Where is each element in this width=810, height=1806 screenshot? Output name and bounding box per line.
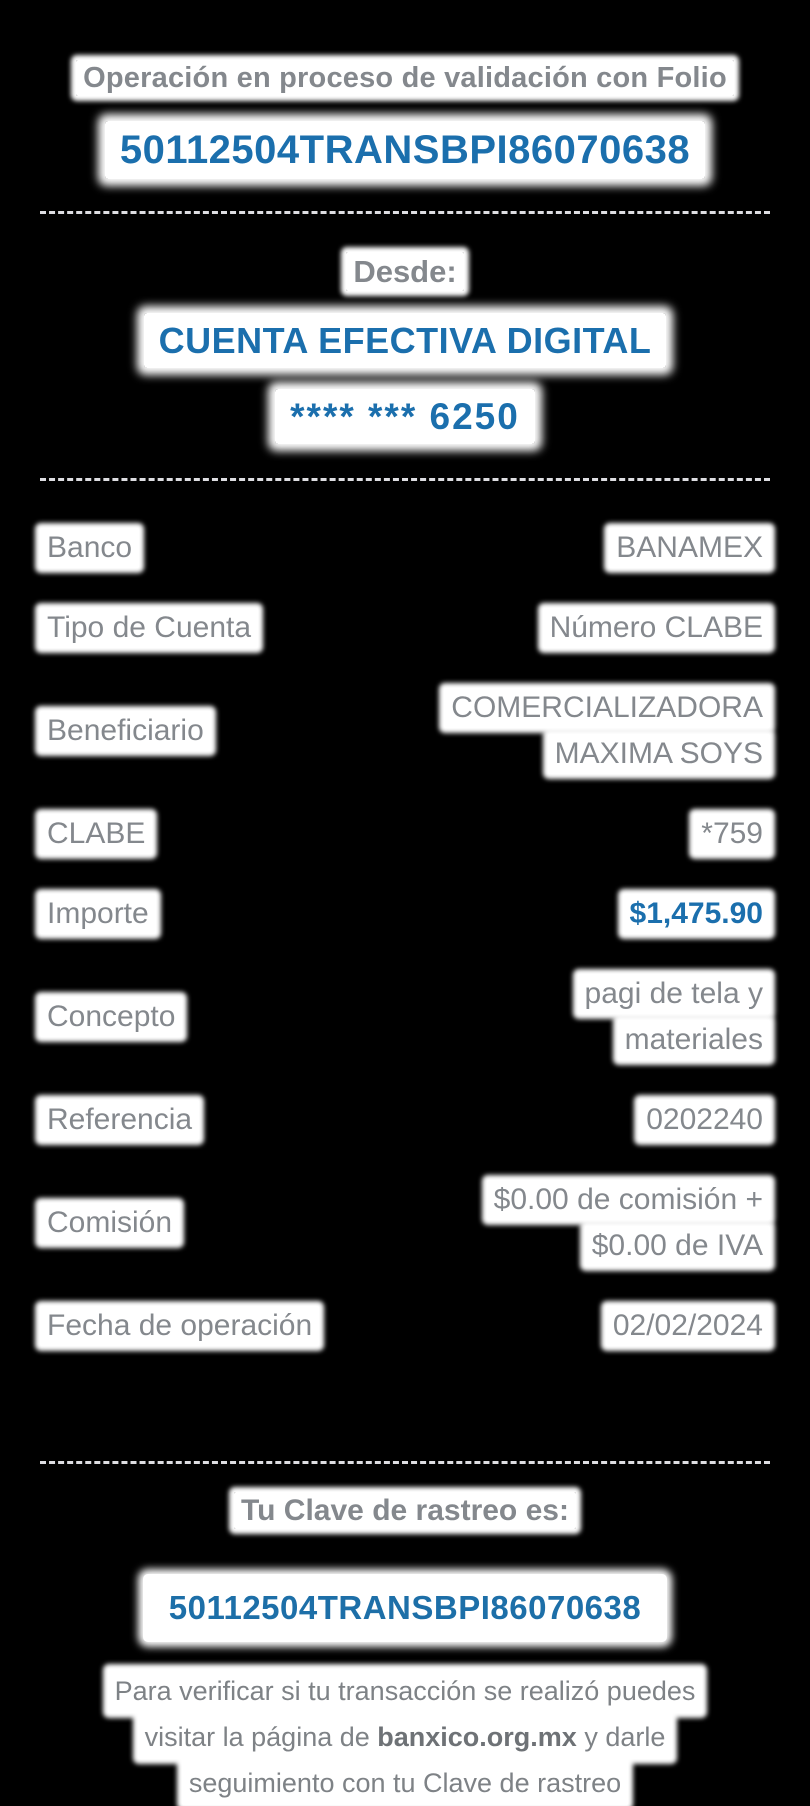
detail-row [40,891,770,937]
detail-row [40,811,770,857]
detail-value [487,1177,770,1269]
folio-header [40,128,770,173]
detail-value-line: Número CLABE [543,608,770,648]
folio-number: 50112504TRANSBPI86070638 [105,121,705,179]
detail-row [40,1097,770,1143]
detail-label: Comisión [40,1203,179,1243]
detail-value [444,685,770,777]
from-account [40,320,770,362]
detail-value [694,811,770,857]
tracking-title-text: Tu Clave de rastreo es: [234,1492,576,1529]
detail-label: Referencia [40,1100,199,1140]
detail-value [623,891,770,937]
detail-value-line: pagi de tela y [578,974,770,1014]
detail-label: Concepto [40,997,182,1037]
detail-value-line: $0.00 de IVA [585,1226,770,1266]
detail-label: CLABE [40,814,152,854]
tracking-key-box [40,1574,770,1642]
detail-label: Fecha de operación [40,1306,319,1346]
status-header [40,58,770,98]
banxico-link: banxico.org.mx [377,1722,577,1752]
detail-value [543,605,770,651]
detail-value-line: 02/02/2024 [606,1306,770,1346]
detail-value-line: *759 [694,814,770,854]
account-name: CUENTA EFECTIVA DIGITAL [144,313,667,368]
from-account-mask [40,396,770,438]
tracking-key: 50112504TRANSBPI86070638 [143,1574,668,1642]
detail-value-line: 0202240 [639,1100,770,1140]
divider-bottom [40,1461,770,1464]
detail-value-line: BANAMEX [609,528,770,568]
divider-top [40,211,770,214]
detail-value-line: materiales [618,1020,770,1060]
detail-row [40,1303,770,1349]
detail-value-line: COMERCIALIZADORA [444,688,770,728]
footer-line-2 [138,1715,673,1759]
account-mask: **** *** 6250 [275,389,535,444]
detail-row [40,525,770,571]
detail-value [578,971,770,1063]
detail-label: Banco [40,528,139,568]
detail-row [40,685,770,777]
footer-line-2-suffix: y darle [576,1722,666,1752]
detail-value [609,525,770,571]
detail-value-line: $1,475.90 [623,894,770,934]
detail-row [40,1177,770,1269]
detail-row [40,971,770,1063]
from-section-title [40,254,770,290]
footer-note [40,1668,770,1806]
detail-value [606,1303,770,1349]
from-label: Desde: [346,252,463,291]
footer-line-3: seguimiento con tu Clave de rastreo [182,1761,628,1805]
footer-line-2-prefix: visitar la página de [144,1722,378,1752]
detail-value-line: MAXIMA SOYS [548,734,770,774]
tracking-section-title [40,1494,770,1528]
detail-row [40,605,770,651]
detail-label: Tipo de Cuenta [40,608,258,648]
detail-value [639,1097,770,1143]
detail-value-line: $0.00 de comisión + [487,1180,770,1220]
details-list [40,525,770,1383]
detail-label: Importe [40,894,156,934]
divider-middle [40,478,770,481]
status-text: Operación en proceso de validación con Folio [76,60,734,96]
detail-label: Beneficiario [40,711,211,751]
footer-line-1: Para verificar si tu transacción se realizó puedes [108,1669,703,1713]
